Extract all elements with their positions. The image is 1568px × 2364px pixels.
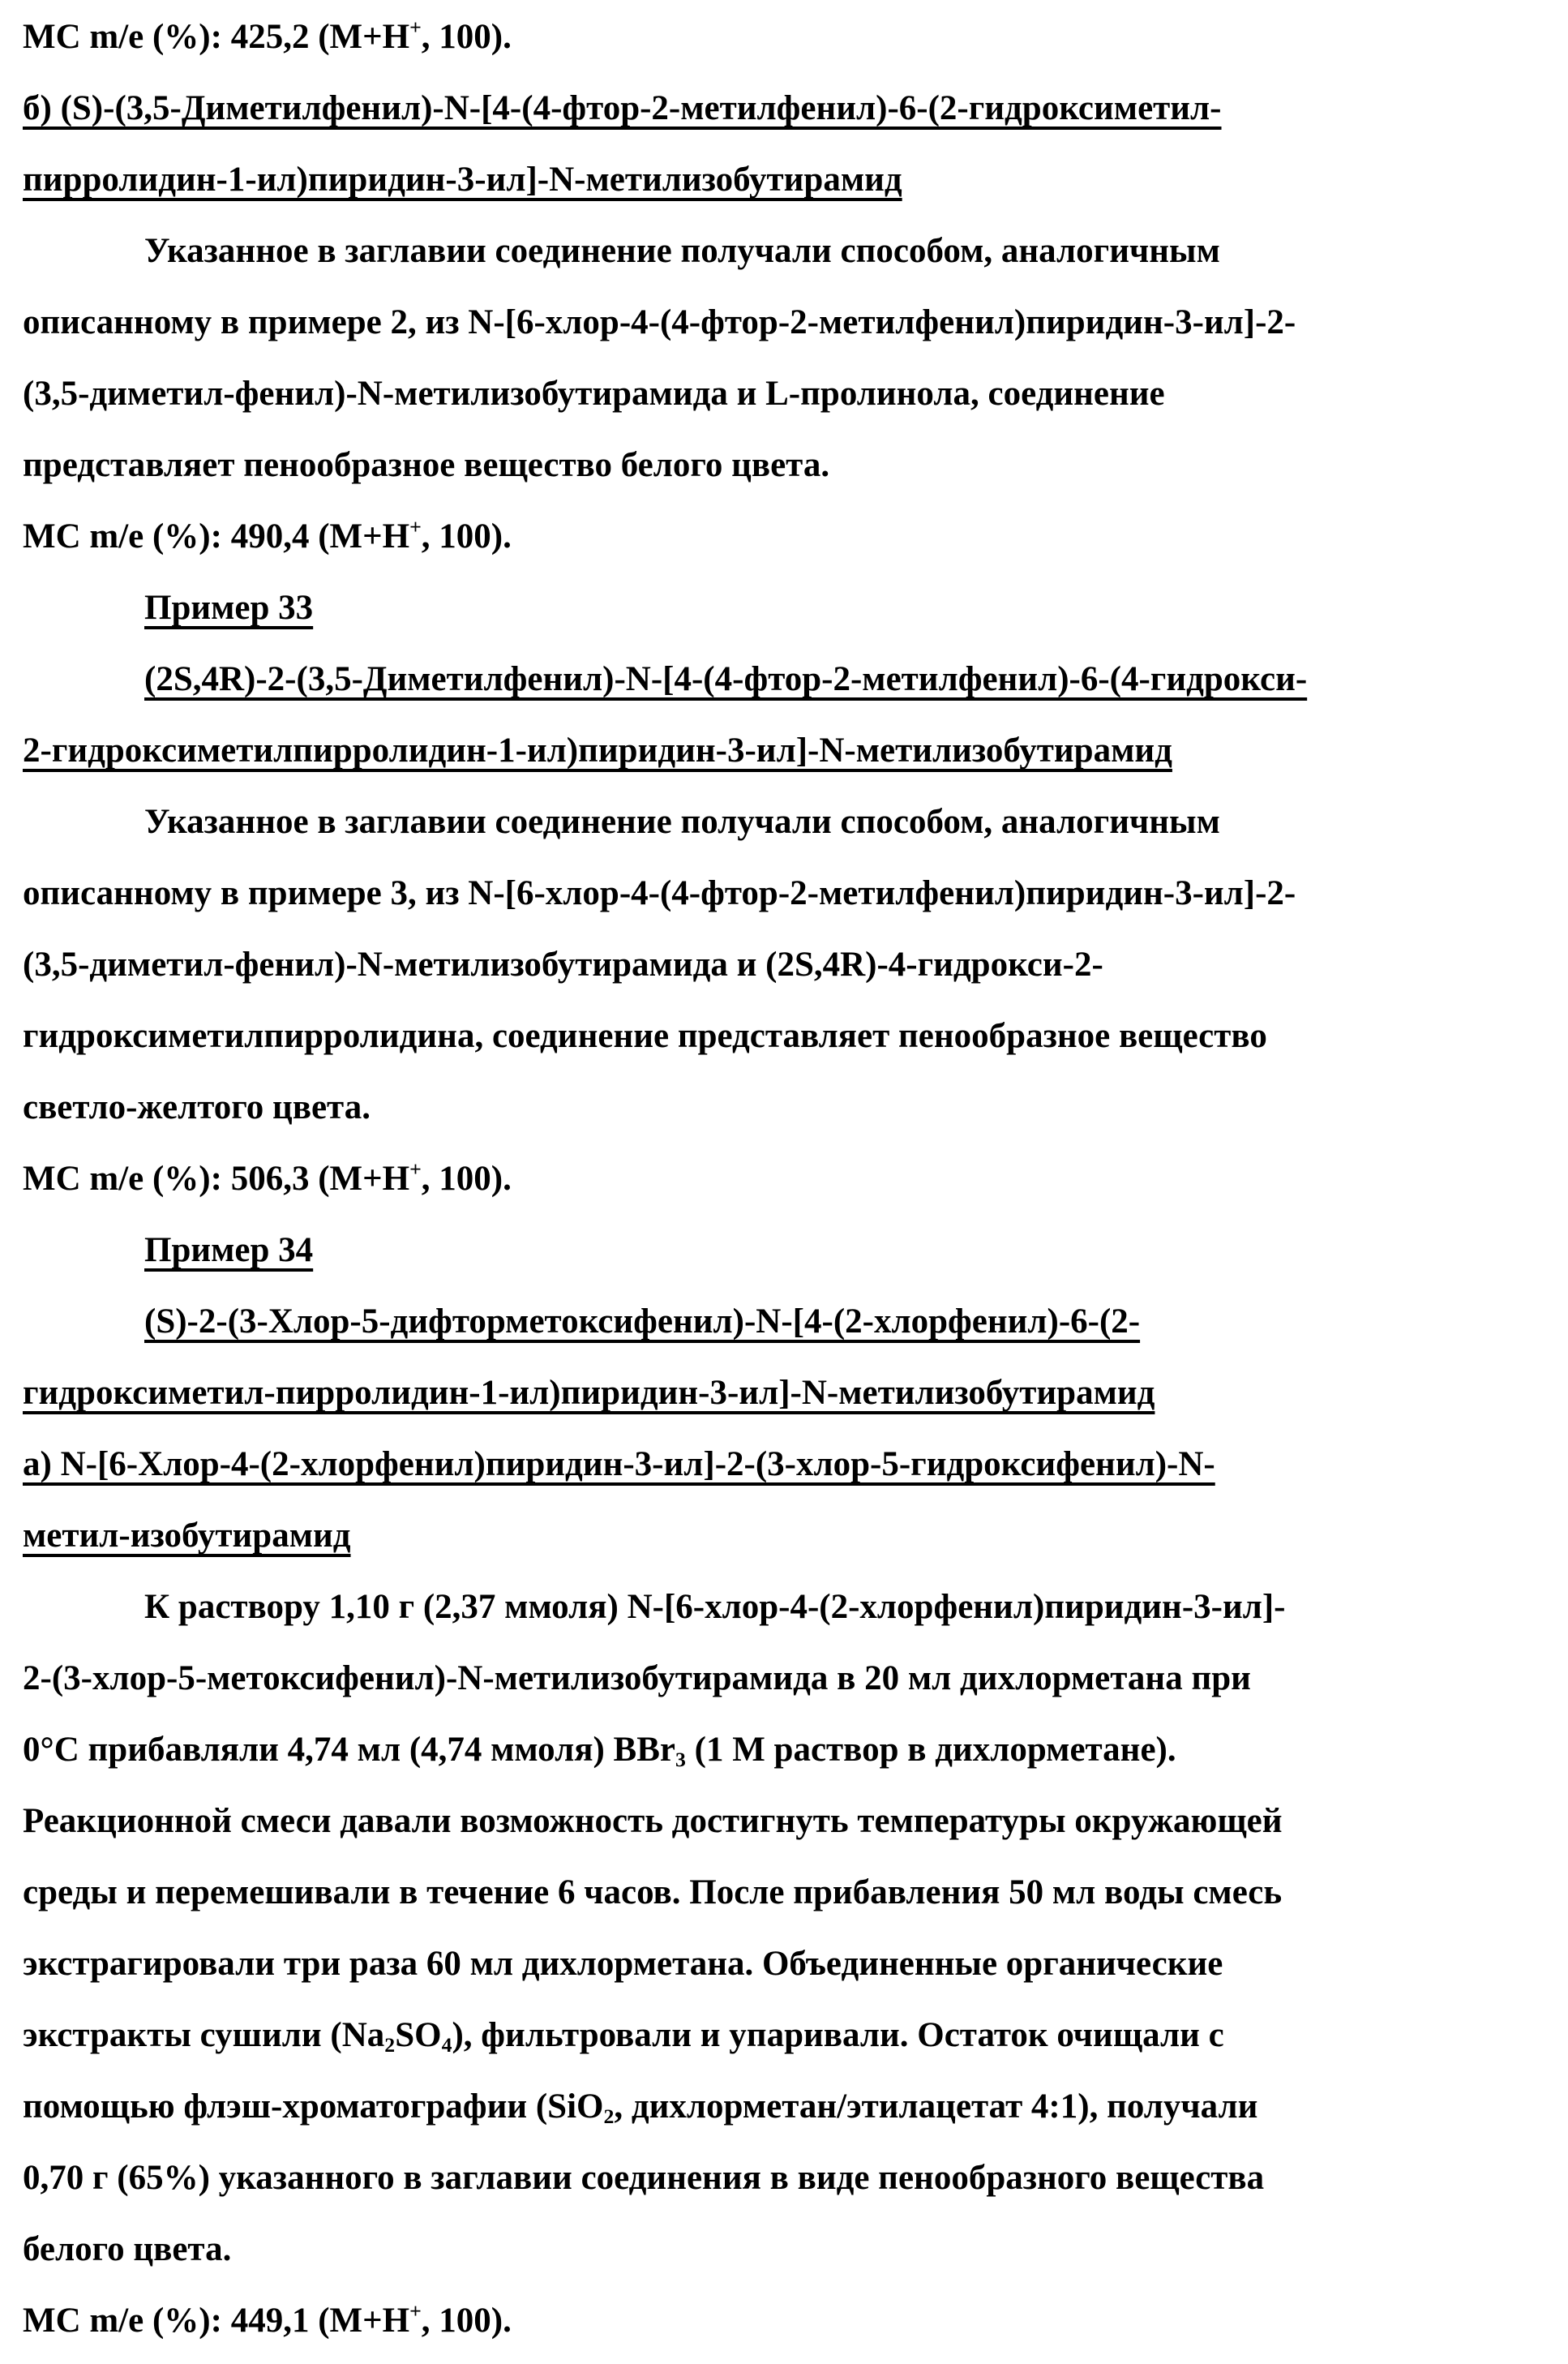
heading-line	[23, 1429, 1544, 1500]
heading-line	[23, 573, 1544, 644]
text-segment: экстрагировали три раза 60 мл дихлорметана. Объединенные органические	[23, 1945, 1223, 1983]
text-segment: метил-изобутирамид	[23, 1517, 351, 1555]
heading-line	[23, 1500, 1544, 1572]
text-segment: (S)-2-(3-Хлор-5-дифторметоксифенил)-N-[4-(2-хлорфенил)-6-(2-	[144, 1302, 1141, 1341]
text-segment: представляет пенообразное вещество белого цвета.	[23, 446, 830, 484]
heading-line	[23, 144, 1544, 216]
heading-line	[23, 644, 1544, 715]
text-segment: светло-желтого цвета.	[23, 1088, 371, 1126]
superscript: +	[409, 1157, 422, 1182]
text-segment: Реакционной смеси давали возможность достигнуть температуры окружающей	[23, 1802, 1283, 1840]
text-segment: ), фильтровали и упаривали. Остаток очищали с	[452, 2016, 1224, 2054]
text-segment: (1 М раствор в дихлорметане).	[685, 1731, 1176, 1769]
text-line	[23, 858, 1544, 929]
text-segment: , 100).	[421, 517, 512, 556]
text-line	[23, 287, 1544, 358]
subscript: 2	[603, 2104, 615, 2129]
text-segment: пирролидин-1-ил)пиридин-3-ил]-N-метилизобутирамид	[23, 161, 902, 199]
text-line	[23, 787, 1544, 858]
text-segment: К раствору 1,10 г (2,37 ммоля) N-[6-хлор-4-(2-хлорфенил)пиридин-3-ил]-	[144, 1588, 1286, 1626]
text-segment: SO	[395, 2016, 442, 2054]
superscript: +	[409, 515, 422, 539]
text-line	[23, 1714, 1544, 1786]
text-line	[23, 2143, 1544, 2214]
text-segment: (3,5-диметил-фенил)-N-метилизобутирамида и L-пролинола, соединение	[23, 375, 1165, 413]
subscript: 4	[441, 2033, 452, 2057]
text-line	[23, 1643, 1544, 1714]
heading-line	[23, 1215, 1544, 1286]
text-line	[23, 358, 1544, 430]
text-line	[23, 1001, 1544, 1072]
text-segment: , 100).	[421, 2302, 512, 2340]
text-line	[23, 2071, 1544, 2143]
text-line	[23, 2214, 1544, 2285]
text-line	[23, 929, 1544, 1001]
text-segment: 2-(3-хлор-5-метоксифенил)-N-метилизобутирамида в 20 мл дихлорметана при	[23, 1659, 1251, 1697]
text-segment: гидроксиметил-пирролидин-1-ил)пиридин-3-ил]-N-метилизобутирамид	[23, 1374, 1155, 1412]
text-segment: экстракты сушили (Na	[23, 2016, 385, 2054]
text-segment: а) N-[6-Хлор-4-(2-хлорфенил)пиридин-3-ил]-2-(3-хлор-5-гидроксифенил)-N-	[23, 1445, 1215, 1483]
text-segment: , дихлорметан/этилацетат 4:1), получали	[614, 2087, 1258, 2126]
heading-line	[23, 73, 1544, 144]
text-line	[23, 1143, 1544, 1215]
text-segment: МС m/e (%): 490,4 (М+Н	[23, 517, 410, 556]
text-segment: МС m/e (%): 425,2 (М+Н	[23, 18, 410, 56]
heading-line	[23, 1358, 1544, 1429]
text-line	[23, 1072, 1544, 1143]
text-segment: описанному в примере 2, из N-[6-хлор-4-(4-фтор-2-метилфенил)пиридин-3-ил]-2-	[23, 303, 1296, 341]
text-line	[23, 216, 1544, 287]
text-segment: Указанное в заглавии соединение получали способом, аналогичным	[144, 232, 1220, 270]
subscript: 2	[384, 2033, 396, 2057]
text-segment: 0,70 г (65%) указанного в заглавии соединения в виде пенообразного вещества	[23, 2159, 1265, 2197]
text-segment: Указанное в заглавии соединение получали способом, аналогичным	[144, 803, 1220, 841]
text-segment: (2S,4R)-2-(3,5-Диметилфенил)-N-[4-(4-фтор-2-метилфенил)-6-(4-гидрокси-	[144, 660, 1308, 698]
text-line	[23, 1786, 1544, 1857]
text-segment: 2-гидроксиметилпирролидин-1-ил)пиридин-3-ил]-N-метилизобутирамид	[23, 732, 1172, 770]
text-line	[23, 1929, 1544, 2000]
text-line	[23, 1857, 1544, 1929]
text-segment: МС m/e (%): 449,1 (М+Н	[23, 2302, 410, 2340]
text-segment: среды и перемешивали в течение 6 часов. После прибавления 50 мл воды смесь	[23, 1873, 1283, 1911]
text-line	[23, 2, 1544, 73]
text-line	[23, 430, 1544, 501]
text-line	[23, 501, 1544, 573]
text-segment: , 100).	[421, 1160, 512, 1198]
text-segment: б) (S)-(3,5-Диметилфенил)-N-[4-(4-фтор-2-метилфенил)-6-(2-гидроксиметил-	[23, 89, 1222, 127]
subscript: 3	[675, 1748, 686, 1772]
text-segment: (3,5-диметил-фенил)-N-метилизобутирамида и (2S,4R)-4-гидрокси-2-	[23, 946, 1103, 984]
text-line	[23, 2285, 1544, 2357]
text-line	[23, 1572, 1544, 1643]
superscript: +	[409, 2299, 422, 2323]
text-segment: Пример 33	[144, 589, 314, 627]
text-segment: помощью флэш-хроматографии (SiO	[23, 2087, 604, 2126]
text-segment: 0°С прибавляли 4,74 мл (4,74 ммоля) BBr	[23, 1731, 675, 1769]
text-segment: МС m/e (%): 506,3 (М+Н	[23, 1160, 410, 1198]
text-segment: белого цвета.	[23, 2230, 232, 2268]
text-segment: описанному в примере 3, из N-[6-хлор-4-(4-фтор-2-метилфенил)пиридин-3-ил]-2-	[23, 874, 1296, 912]
text-segment: гидроксиметилпирролидина, соединение представляет пенообразное вещество	[23, 1017, 1267, 1055]
text-line	[23, 2000, 1544, 2071]
heading-line	[23, 1286, 1544, 1358]
superscript: +	[409, 15, 422, 40]
text-segment: , 100).	[421, 18, 512, 56]
heading-line	[23, 715, 1544, 787]
text-segment: Пример 34	[144, 1231, 314, 1269]
